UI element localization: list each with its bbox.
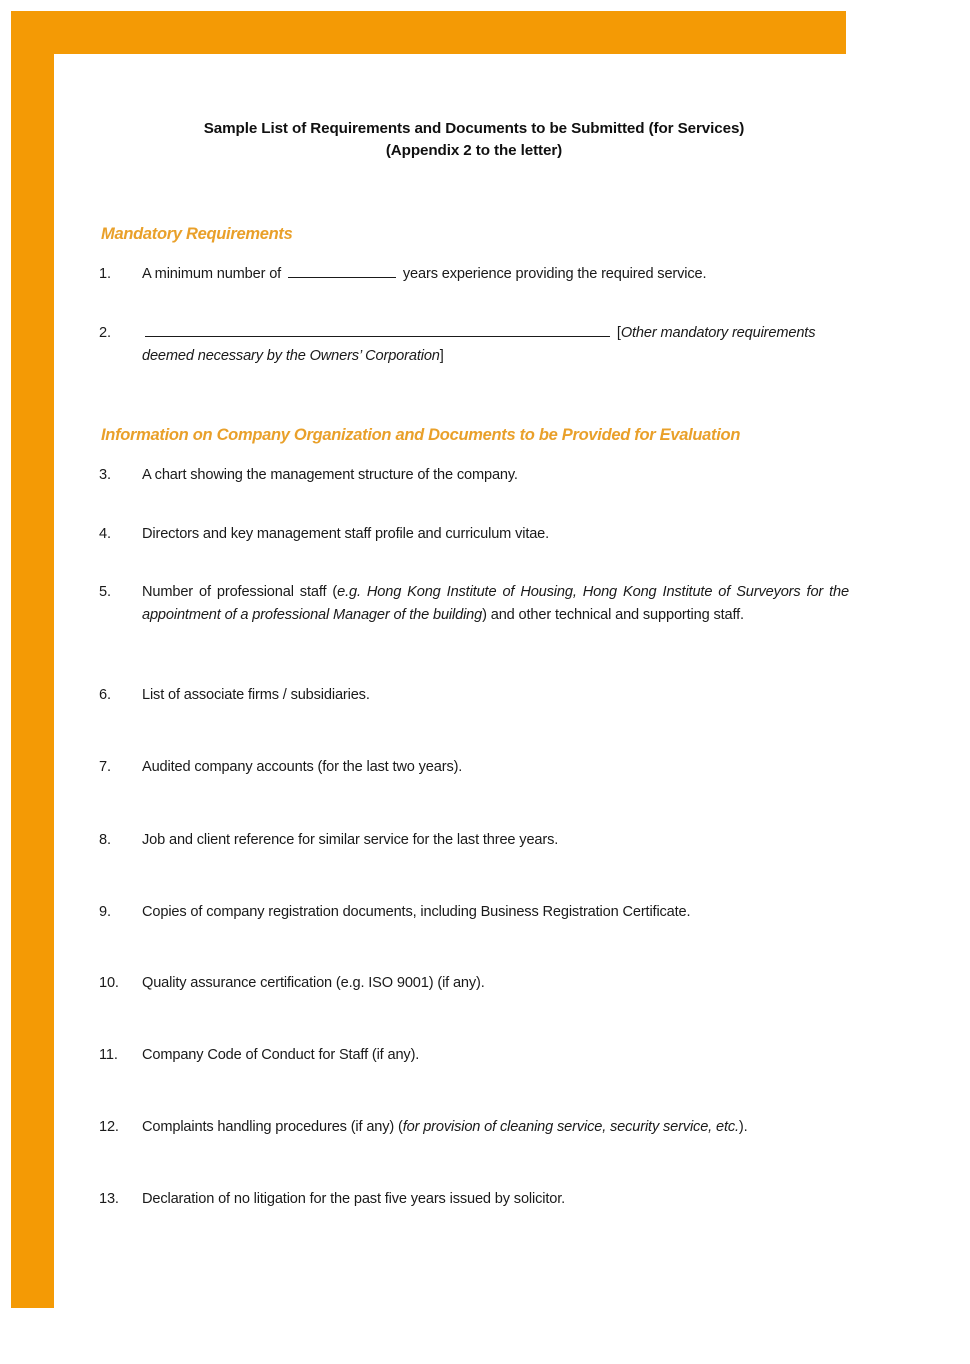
page-title-line-2: (Appendix 2 to the letter) [385,142,563,159]
fill-in-blank-line[interactable] [288,264,396,278]
section-heading-mandatory-requirements: Mandatory Requirements [101,225,293,243]
requirement-item-text: List of associate firms / subsidiaries. [142,687,370,703]
section-heading-company-information: Information on Company Organization and Documents to be Provided for Evaluation [101,426,741,444]
requirement-item-number: 5. [99,584,111,600]
orange-frame-top-bar [11,11,846,54]
requirement-item-number: 7. [99,759,111,775]
requirement-item-text-run: Complaints handling procedures (if any) ( [142,1119,403,1135]
requirement-item [99,901,849,924]
requirement-item-text: Audited company accounts (for the last two years). [142,759,463,775]
requirement-item-note: e.g. Hong Kong Institute of Housing, Hong Kong Institute of Surveyors for the appointment of a professional Manager of the building [142,584,849,623]
requirement-item-number: 12. [99,1119,119,1135]
requirement-item-number: 3. [99,467,111,483]
requirement-item-number: 1. [99,266,111,282]
requirement-item-text: Job and client reference for similar service for the last three years. [142,832,559,848]
requirement-item [99,1116,849,1139]
fill-in-blank-line[interactable] [145,323,610,337]
requirement-item-number: 11. [99,1047,118,1063]
requirement-item-text [142,581,849,626]
requirement-item-text: Copies of company registration documents, including Business Registration Certificate. [142,904,691,920]
requirement-item-text [142,1116,849,1139]
requirement-item-text [142,322,849,367]
page-title [99,118,849,162]
requirement-item-number: 13. [99,1191,119,1207]
requirement-item [99,756,849,779]
requirement-item-text-run: ) and other technical and supporting staff. [482,606,744,623]
requirement-item-text: Declaration of no litigation for the past five years issued by solicitor. [142,1191,566,1207]
requirement-item-number: 4. [99,526,111,542]
requirement-item-number: 9. [99,904,111,920]
requirement-item [99,523,849,546]
requirement-item-text: Directors and key management staff profile and curriculum vitae. [142,526,550,542]
requirement-item [99,1188,849,1211]
orange-frame-left-bar [11,11,54,1308]
requirement-item [99,1044,849,1067]
requirement-item-text: Quality assurance certification (e.g. ISO 9001) (if any). [142,975,485,991]
requirement-item-note: for provision of cleaning service, security service, etc. [402,1119,739,1135]
requirement-item-note: Other mandatory requirements deemed necessary by the Owners’ Corporation [142,325,816,364]
requirement-item-text-run: ). [738,1119,748,1135]
requirement-item [99,464,849,487]
requirement-item [99,829,849,852]
requirement-item-text: Company Code of Conduct for Staff (if any). [142,1047,420,1063]
requirement-item-text-run: years experience providing the required service. [399,266,707,282]
requirement-item-text-run: [ [613,325,621,341]
requirement-item-text-run: Number of professional staff ( [142,584,338,600]
requirement-item [99,581,849,626]
requirement-item-number: 6. [99,687,111,703]
requirement-item [99,684,849,707]
requirement-item-number: 2. [99,325,111,341]
requirement-item [99,322,849,367]
page-title-line-1: Sample List of Requirements and Documents to be Submitted (for Services) [203,120,745,137]
requirement-item-number: 8. [99,832,111,848]
requirement-item [99,263,849,286]
requirement-item-text-run: A minimum number of [142,266,285,282]
requirement-item [99,972,849,995]
requirement-item-text: A chart showing the management structure of the company. [142,467,518,483]
requirement-item-text [142,263,849,286]
requirement-item-text-run: ] [439,347,444,364]
requirement-item-number: 10. [99,975,119,991]
